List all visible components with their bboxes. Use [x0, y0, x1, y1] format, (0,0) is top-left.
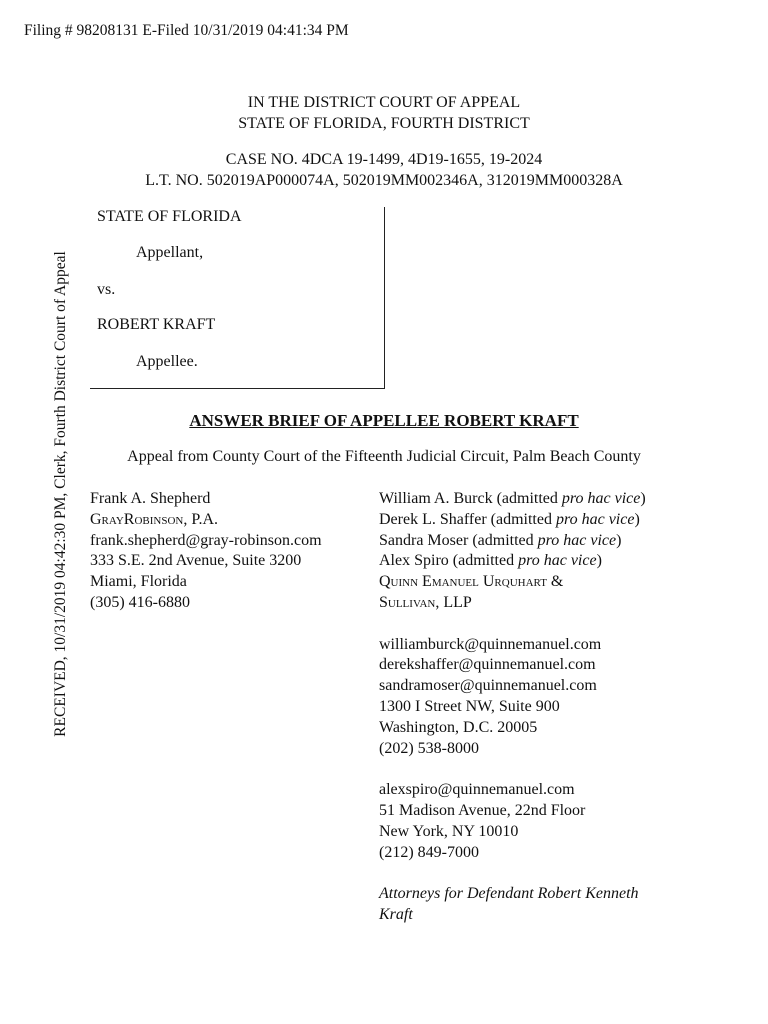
attorneys-for-line2: Kraft	[379, 905, 413, 923]
brief-title: ANSWER BRIEF OF APPELLEE ROBERT KRAFT	[189, 411, 579, 430]
counsel-phone: (305) 416-6880	[90, 593, 190, 611]
court-name-line1: IN THE DISTRICT COURT OF APPEAL	[247, 94, 521, 111]
email-shaffer: derekshaffer@quinnemanuel.com	[379, 656, 596, 674]
counsel-name: Frank A. Shepherd	[90, 490, 211, 507]
ny-address: 51 Madison Avenue, 22nd Floor	[379, 801, 586, 819]
appeal-from: Appeal from County Court of the Fifteenth Judicial Circuit, Palm Beach County	[127, 448, 641, 465]
email-burck: williamburck@quinnemanuel.com	[379, 635, 602, 653]
counsel-address: 333 S.E. 2nd Avenue, Suite 3200	[90, 552, 302, 570]
case-caption-box	[90, 207, 385, 389]
received-stamp: RECEIVED, 10/31/2019 04:42:30 PM, Clerk, Fourth District Court of Appeal	[52, 251, 69, 737]
appellee-role: Appellee.	[136, 353, 198, 370]
firm-name-line1: Quinn Emanuel Urquhart &	[379, 573, 564, 591]
attorney-line: Derek L. Shaffer (admitted pro hac vice)	[379, 510, 640, 528]
right-counsel-block	[379, 489, 646, 926]
versus: vs.	[97, 281, 116, 298]
dc-city: Washington, D.C. 20005	[379, 718, 538, 736]
case-number: CASE NO. 4DCA 19-1499, 4D19-1655, 19-2024	[225, 151, 543, 168]
court-name-line2: STATE OF FLORIDA, FOURTH DISTRICT	[238, 115, 530, 132]
appellee-name: ROBERT KRAFT	[97, 316, 216, 333]
counsel-city: Miami, Florida	[90, 573, 187, 591]
attorney-line: Alex Spiro (admitted pro hac vice)	[379, 552, 602, 570]
attorneys-for-line1: Attorneys for Defendant Robert Kenneth	[379, 885, 639, 903]
email-spiro: alexspiro@quinnemanuel.com	[379, 781, 575, 799]
attorney-line: Sandra Moser (admitted pro hac vice)	[379, 531, 622, 549]
appellant-name: STATE OF FLORIDA	[97, 208, 242, 225]
ny-city: New York, NY 10010	[379, 822, 519, 840]
counsel-firm: GrayRobinson, P.A.	[90, 510, 219, 528]
counsel-email: frank.shepherd@gray-robinson.com	[90, 531, 322, 549]
dc-address: 1300 I Street NW, Suite 900	[379, 697, 560, 715]
dc-phone: (202) 538-8000	[379, 739, 479, 757]
appellant-role: Appellant,	[136, 244, 204, 261]
attorney-line: William A. Burck (admitted pro hac vice)	[379, 490, 646, 507]
lower-tribunal-number: L.T. NO. 502019AP000074A, 502019MM002346A, 312019MM000328A	[145, 172, 623, 189]
ny-phone: (212) 849-7000	[379, 843, 479, 861]
left-counsel-block	[90, 489, 322, 614]
firm-name-line2: Sullivan, LLP	[379, 593, 472, 611]
filing-stamp: Filing # 98208131 E-Filed 10/31/2019 04:41:34 PM	[24, 22, 349, 39]
email-moser: sandramoser@quinnemanuel.com	[379, 677, 597, 695]
